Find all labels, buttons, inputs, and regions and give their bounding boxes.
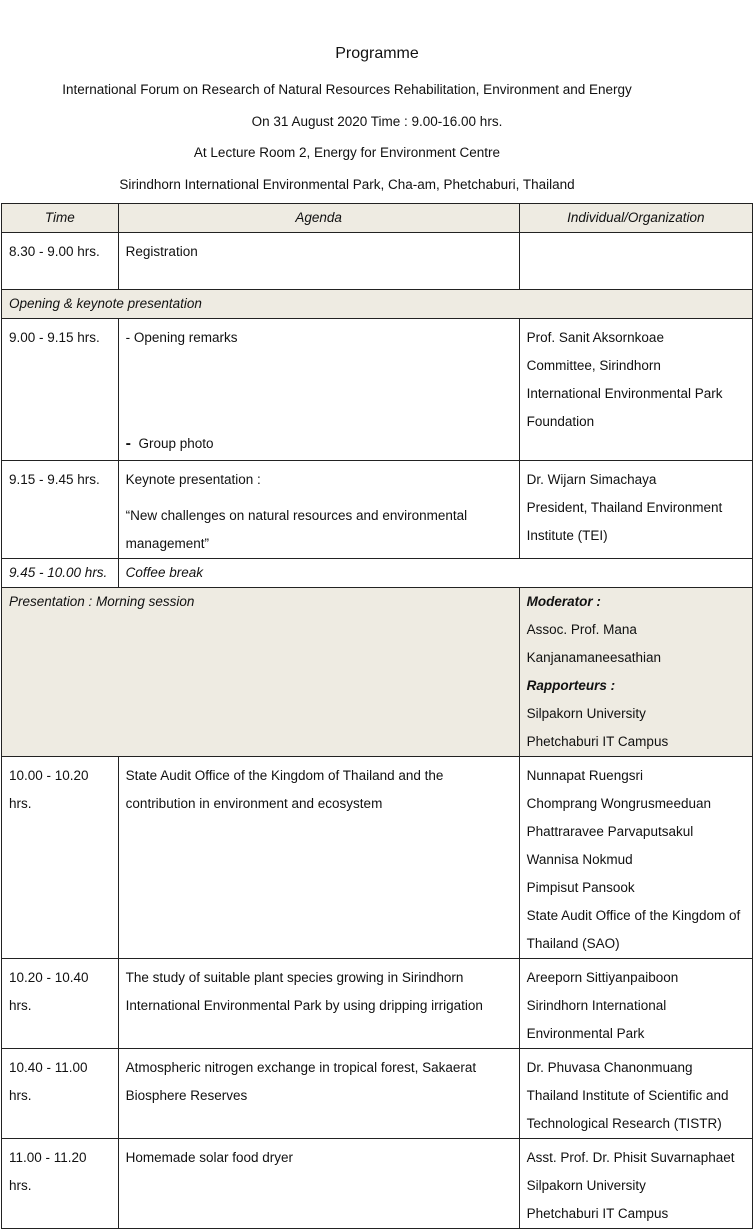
- org-line: Chomprang Wongrusmeeduan: [526, 796, 711, 811]
- row-time: 9.15 - 9.45 hrs.: [2, 461, 119, 559]
- org-line: Dr. Phuvasa Chanonmuang: [526, 1060, 693, 1075]
- section-opening: Opening & keynote presentation: [2, 290, 753, 319]
- row-agenda: [118, 461, 519, 559]
- section-row: [2, 290, 753, 319]
- org-line: State Audit Office of the Kingdom of Thailand (SAO): [526, 908, 741, 951]
- org-line: Wannisa Nokmud: [526, 852, 633, 867]
- forum-location: Sirindhorn International Environmental Park, Cha-am, Phetchaburi, Thailand: [119, 177, 575, 192]
- row-agenda: Registration: [118, 233, 519, 290]
- row-time: 9.45 - 10.00 hrs.: [2, 559, 119, 588]
- agenda-item: [126, 430, 214, 458]
- page-title: Programme: [335, 45, 419, 62]
- header-organization: Individual/Organization: [519, 204, 752, 233]
- table-row: [2, 1139, 753, 1229]
- org-line: President, Thailand Environment Institute (TEI): [526, 500, 723, 543]
- agenda-text: Group photo: [138, 436, 214, 451]
- row-organization: [519, 757, 752, 959]
- org-line: Prof. Sanit Aksornkoae: [526, 330, 664, 345]
- forum-name: International Forum on Research of Natural Resources Rehabilitation, Environment and Energy: [62, 82, 632, 97]
- header-time: Time: [2, 204, 119, 233]
- agenda-item: - Opening remarks: [125, 330, 238, 345]
- org-line: Environmental Park: [526, 1026, 645, 1041]
- row-organization: [519, 1049, 752, 1139]
- table-row: [2, 233, 753, 290]
- row-organization: [519, 319, 752, 461]
- org-line: Dr. Wijarn Simachaya: [526, 472, 657, 487]
- row-time: 11.00 - 11.20 hrs.: [2, 1139, 119, 1229]
- row-organization: [519, 1139, 752, 1229]
- row-time: 10.00 - 10.20 hrs.: [2, 757, 119, 959]
- agenda-item: “New challenges on natural resources and environmental management”: [125, 508, 468, 551]
- row-agenda: Homemade solar food dryer: [118, 1139, 519, 1229]
- table-row: [2, 959, 753, 1049]
- table-header-row: [2, 204, 753, 233]
- org-line: Silpakorn University: [526, 1178, 646, 1193]
- row-agenda: The study of suitable plant species growing in Sirindhorn International Environmental Park by using dripping irrigation: [118, 959, 519, 1049]
- row-agenda: Coffee break: [118, 559, 752, 588]
- row-organization: [519, 461, 752, 559]
- rapporteurs-label: Rapporteurs :: [526, 678, 616, 693]
- org-line: Silpakorn University: [526, 706, 646, 721]
- org-line: International Environmental Park: [526, 386, 723, 401]
- forum-date: On 31 August 2020 Time : 9.00-16.00 hrs.: [251, 114, 503, 129]
- row-organization: [519, 233, 752, 290]
- org-line: Phetchaburi IT Campus: [526, 734, 669, 749]
- programme-table: [1, 203, 753, 1229]
- org-line: Assoc. Prof. Mana: [526, 622, 637, 637]
- table-row: [2, 319, 753, 461]
- row-organization: [519, 959, 752, 1049]
- row-time: 10.40 - 11.00 hrs.: [2, 1049, 119, 1139]
- section-row: [2, 588, 753, 757]
- org-line: Kanjanamaneesathian: [526, 650, 661, 665]
- org-line: Phattraravee Parvaputsakul: [526, 824, 694, 839]
- org-line: Sirindhorn International: [526, 998, 667, 1013]
- org-line: Committee, Sirindhorn: [526, 358, 661, 373]
- org-line: Areeporn Sittiyanpaiboon: [526, 970, 679, 985]
- org-line: Phetchaburi IT Campus: [526, 1206, 669, 1221]
- row-agenda: State Audit Office of the Kingdom of Thailand and the contribution in environment and ecosystem: [118, 757, 519, 959]
- row-agenda: [118, 319, 519, 461]
- moderator-label: Moderator :: [526, 594, 601, 609]
- section-morning: Presentation : Morning session: [2, 588, 520, 757]
- table-row: [2, 461, 753, 559]
- org-line: Thailand Institute of Scientific and Technological Research (TISTR): [526, 1088, 729, 1131]
- bullet-dash: -: [125, 435, 131, 452]
- org-line: Pimpisut Pansook: [526, 880, 635, 895]
- org-line: Nunnapat Ruengsri: [526, 768, 643, 783]
- org-line: Asst. Prof. Dr. Phisit Suvarnaphaet: [526, 1150, 735, 1165]
- header-agenda: Agenda: [118, 204, 519, 233]
- row-time: 10.20 - 10.40 hrs.: [2, 959, 119, 1049]
- table-row: [2, 757, 753, 959]
- row-time: 8.30 - 9.00 hrs.: [2, 233, 119, 290]
- agenda-item: Keynote presentation :: [125, 472, 261, 487]
- org-line: Foundation: [526, 414, 595, 429]
- forum-venue: At Lecture Room 2, Energy for Environment Centre: [193, 145, 501, 160]
- moderator-cell: [519, 588, 752, 757]
- table-row: [2, 1049, 753, 1139]
- row-agenda: Atmospheric nitrogen exchange in tropical forest, Sakaerat Biosphere Reserves: [118, 1049, 519, 1139]
- row-time: 9.00 - 9.15 hrs.: [2, 319, 119, 461]
- table-row: [2, 559, 753, 588]
